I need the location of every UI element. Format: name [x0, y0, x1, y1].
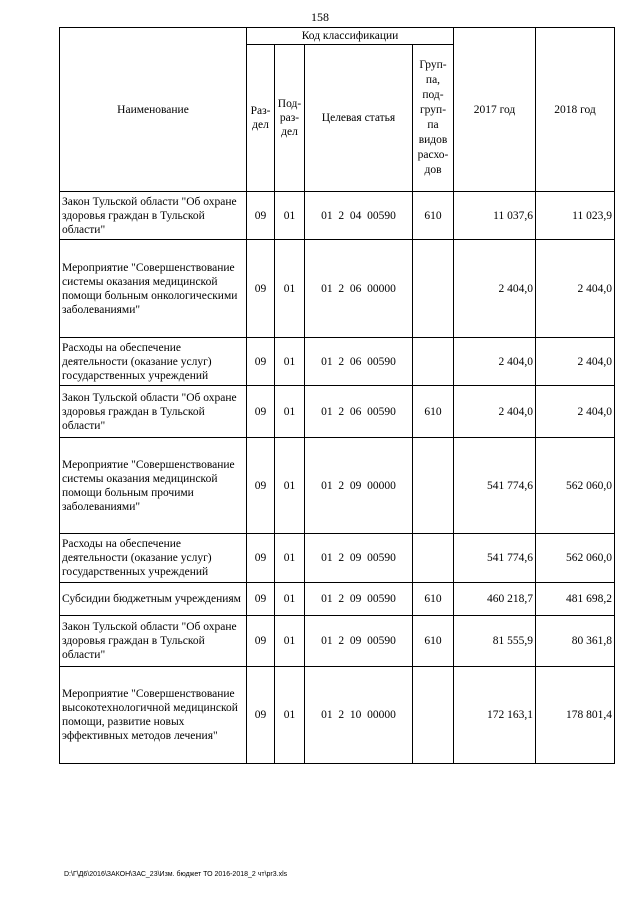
- table-row: [60, 240, 615, 338]
- row-subsection: 01: [275, 192, 305, 240]
- row-subsection: 01: [275, 534, 305, 583]
- row-expense-group: [413, 240, 454, 338]
- row-amount-2017: 460 218,7: [454, 583, 536, 616]
- row-amount-2018: 178 801,4: [536, 667, 615, 764]
- row-name: Мероприятие "Совершенствование высокотехнологичной медицинской помощи, развитие новых эффективных методов лечения": [60, 667, 247, 764]
- row-amount-2017: 172 163,1: [454, 667, 536, 764]
- header-section: Раз- дел: [247, 45, 275, 192]
- file-path-footer: D:\Г\Д6\2016\ЗАКОН\ЗАС_23\Изм. бюджет ТО 2016-2018_2 чт\pr3.xls: [64, 871, 288, 878]
- row-expense-group: [413, 438, 454, 534]
- table-row: [60, 583, 615, 616]
- header-name: Наименование: [60, 28, 247, 192]
- page-number: 158: [311, 10, 329, 24]
- row-amount-2017: 2 404,0: [454, 240, 536, 338]
- row-target-article: 01 2 09 00590: [305, 534, 413, 583]
- row-expense-group: 610: [413, 616, 454, 667]
- row-section: 09: [247, 386, 275, 438]
- row-target-article: 01 2 04 00590: [305, 192, 413, 240]
- row-expense-group: [413, 667, 454, 764]
- budget-table: [59, 27, 615, 764]
- header-year-2018: 2018 год: [536, 28, 615, 192]
- row-section: 09: [247, 583, 275, 616]
- row-name: Мероприятие "Совершенствование системы оказания медицинской помощи больным прочими заболеваниями": [60, 438, 247, 534]
- row-subsection: 01: [275, 438, 305, 534]
- row-name: Расходы на обеспечение деятельности (оказание услуг) государственных учреждений: [60, 338, 247, 386]
- row-subsection: 01: [275, 616, 305, 667]
- table-row: [60, 192, 615, 240]
- row-name: Мероприятие "Совершенствование системы оказания медицинской помощи больным онкологическими заболеваниями": [60, 240, 247, 338]
- row-target-article: 01 2 06 00000: [305, 240, 413, 338]
- row-amount-2017: 2 404,0: [454, 338, 536, 386]
- row-amount-2017: 541 774,6: [454, 534, 536, 583]
- row-amount-2018: 562 060,0: [536, 438, 615, 534]
- row-expense-group: 610: [413, 386, 454, 438]
- row-section: 09: [247, 338, 275, 386]
- row-name: Субсидии бюджетным учреждениям: [60, 583, 247, 616]
- table-row: [60, 616, 615, 667]
- row-target-article: 01 2 06 00590: [305, 338, 413, 386]
- row-name: Закон Тульской области "Об охране здоровья граждан в Тульской области": [60, 386, 247, 438]
- row-target-article: 01 2 06 00590: [305, 386, 413, 438]
- row-section: 09: [247, 438, 275, 534]
- row-expense-group: 610: [413, 583, 454, 616]
- row-subsection: 01: [275, 386, 305, 438]
- row-target-article: 01 2 09 00000: [305, 438, 413, 534]
- header-target-article: Целевая статья: [305, 45, 413, 192]
- row-subsection: 01: [275, 583, 305, 616]
- row-amount-2018: 2 404,0: [536, 338, 615, 386]
- row-amount-2017: 541 774,6: [454, 438, 536, 534]
- header-expense-group: Груп- па, под- груп- па видов расхо- дов: [413, 45, 454, 192]
- table-row: [60, 438, 615, 534]
- row-amount-2018: 562 060,0: [536, 534, 615, 583]
- table-body: [60, 192, 615, 764]
- row-amount-2017: 2 404,0: [454, 386, 536, 438]
- row-section: 09: [247, 240, 275, 338]
- row-subsection: 01: [275, 667, 305, 764]
- table-row: [60, 386, 615, 438]
- header-year-2017: 2017 год: [454, 28, 536, 192]
- row-amount-2018: 2 404,0: [536, 240, 615, 338]
- row-target-article: 01 2 09 00590: [305, 583, 413, 616]
- row-name: Закон Тульской области "Об охране здоровья граждан в Тульской области": [60, 616, 247, 667]
- row-expense-group: [413, 534, 454, 583]
- row-subsection: 01: [275, 338, 305, 386]
- row-section: 09: [247, 534, 275, 583]
- row-amount-2018: 481 698,2: [536, 583, 615, 616]
- row-target-article: 01 2 09 00590: [305, 616, 413, 667]
- row-amount-2018: 2 404,0: [536, 386, 615, 438]
- row-subsection: 01: [275, 240, 305, 338]
- row-amount-2018: 11 023,9: [536, 192, 615, 240]
- row-expense-group: [413, 338, 454, 386]
- row-expense-group: 610: [413, 192, 454, 240]
- row-amount-2018: 80 361,8: [536, 616, 615, 667]
- row-name: Закон Тульской области "Об охране здоровья граждан в Тульской области": [60, 192, 247, 240]
- table-row: [60, 338, 615, 386]
- header-code: Код классификации: [247, 28, 454, 45]
- row-section: 09: [247, 192, 275, 240]
- row-amount-2017: 11 037,6: [454, 192, 536, 240]
- row-name: Расходы на обеспечение деятельности (оказание услуг) государственных учреждений: [60, 534, 247, 583]
- table-row: [60, 534, 615, 583]
- row-section: 09: [247, 667, 275, 764]
- row-amount-2017: 81 555,9: [454, 616, 536, 667]
- row-section: 09: [247, 616, 275, 667]
- row-target-article: 01 2 10 00000: [305, 667, 413, 764]
- header-subsection: Под- раз- дел: [275, 45, 305, 192]
- table-row: [60, 667, 615, 764]
